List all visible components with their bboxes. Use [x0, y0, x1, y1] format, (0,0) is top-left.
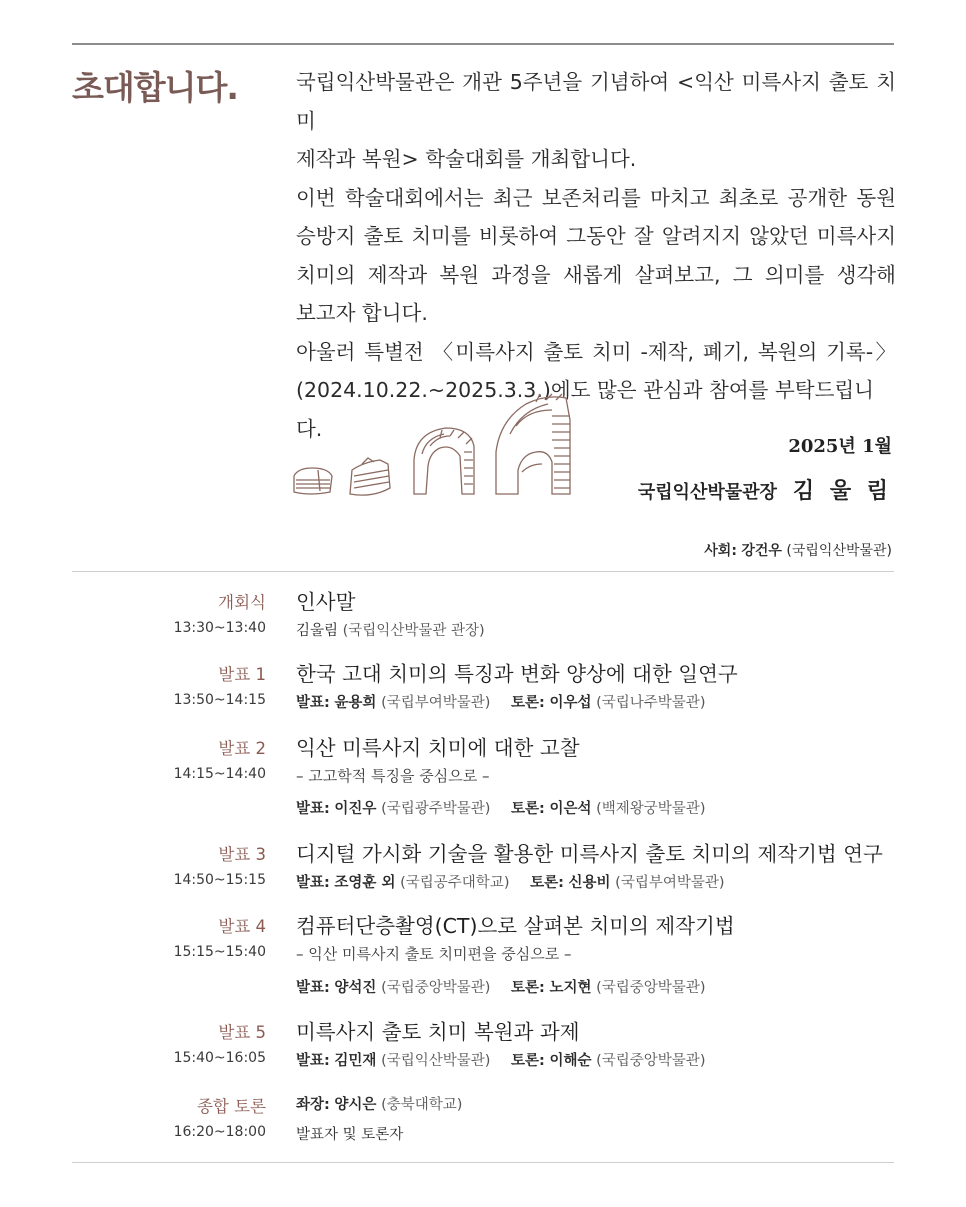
presenter-name: 윤용희	[334, 695, 377, 711]
session-label: 발표 1	[218, 665, 266, 684]
top-rule	[72, 43, 894, 45]
discussant-name: 이은석	[549, 801, 592, 817]
presenter-role: 발표:	[296, 980, 330, 996]
session-time: 15:15~15:40	[173, 944, 266, 960]
chair-affiliation: (충북대학교)	[381, 1097, 463, 1113]
divider	[72, 571, 894, 572]
chimi-fragment-4	[496, 394, 570, 494]
discussant-role: 토론:	[511, 1053, 545, 1069]
speaker-name: 김울림	[296, 623, 339, 639]
session-subtitle: – 고고학적 특징을 중심으로 –	[296, 767, 490, 785]
discussant-affiliation: (국립중앙박물관)	[596, 980, 706, 996]
intro-line: 보고자 합니다.	[296, 301, 428, 325]
session-label: 발표 5	[218, 1023, 266, 1042]
presenter-affiliation: (국립중앙박물관)	[381, 980, 491, 996]
session-title: 미륵사지 출토 치미 복원과 과제	[296, 1020, 580, 1044]
discussant-affiliation: (국립나주박물관)	[596, 695, 706, 711]
session-label: 개회식	[218, 593, 266, 612]
chimi-fragment-3	[414, 428, 474, 494]
session-participants: 발표자 및 토론자	[296, 1127, 404, 1143]
invitation-heading: 초대합니다.	[72, 68, 238, 107]
discussant-affiliation: (국립부여박물관)	[615, 875, 725, 891]
host-label: 사회:	[704, 543, 737, 559]
session-time: 13:30~13:40	[173, 620, 266, 636]
presenter-role: 발표:	[296, 695, 330, 711]
session-time: 14:15~14:40	[173, 766, 266, 782]
discussant-name: 신용비	[568, 875, 611, 891]
discussant-role: 토론:	[511, 695, 545, 711]
intro-line: 제작과 복원> 학술대회를 개최합니다.	[296, 147, 637, 171]
intro-line: (2024.10.22.~2025.3.3.)에도 많은 관심과 참여를 부탁드립니다.	[296, 378, 874, 441]
session-title: 디지털 가시화 기술을 활용한 미륵사지 출토 치미의 제작기법 연구	[296, 842, 883, 866]
session-people	[296, 619, 485, 640]
session-time: 14:50~15:15	[173, 872, 266, 888]
session-title: 컴퓨터단층촬영(CT)으로 살펴본 치미의 제작기법	[296, 914, 735, 938]
presenter-name: 이진우	[334, 801, 377, 817]
bottom-rule	[72, 1162, 894, 1163]
session-time: 13:50~14:15	[173, 692, 266, 708]
chair-role: 좌장:	[296, 1097, 330, 1113]
host-line	[704, 540, 892, 560]
speaker-affiliation: (국립익산박물관 관장)	[342, 623, 485, 639]
discussant-role: 토론:	[530, 875, 564, 891]
discussant-name: 이우섭	[549, 695, 592, 711]
signature	[638, 474, 892, 505]
discussant-role: 토론:	[511, 980, 545, 996]
presenter-affiliation: (국립광주박물관)	[381, 801, 491, 817]
session-people	[296, 1049, 705, 1070]
presenter-affiliation: (국립부여박물관)	[381, 695, 491, 711]
session-time: 15:40~16:05	[173, 1050, 266, 1066]
session-title: 한국 고대 치미의 특징과 변화 양상에 대한 일연구	[296, 662, 738, 686]
presenter-role: 발표:	[296, 1053, 330, 1069]
discussant-name: 이해순	[549, 1053, 592, 1069]
session-label: 종합 토론	[196, 1097, 266, 1116]
chair-name: 양시은	[334, 1097, 377, 1113]
discussant-affiliation: (백제왕궁박물관)	[596, 801, 706, 817]
date: 2025년 1월	[788, 436, 892, 457]
intro-line: 아울러 특별전 〈미륵사지 출토 치미 -제작, 폐기, 복원의 기록-〉	[296, 339, 896, 364]
discussant-affiliation: (국립중앙박물관)	[596, 1053, 706, 1069]
discussant-name: 노지현	[549, 980, 592, 996]
host-affiliation: (국립익산박물관)	[786, 543, 892, 559]
session-label: 발표 2	[218, 739, 266, 758]
presenter-role: 발표:	[296, 801, 330, 817]
signature-title: 국립익산박물관장	[637, 482, 777, 503]
session-title: 익산 미륵사지 치미에 대한 고찰	[296, 736, 580, 760]
chimi-fragment-2	[350, 458, 390, 495]
session-people	[296, 976, 705, 997]
presenter-name: 조영훈 외	[334, 875, 396, 891]
session-people	[296, 691, 705, 712]
discussant-role: 토론:	[511, 801, 545, 817]
session-people	[296, 797, 705, 818]
session-title: 인사말	[296, 590, 356, 614]
presenter-name: 양석진	[334, 980, 377, 996]
presenter-affiliation: (국립공주대학교)	[400, 875, 510, 891]
chimi-fragment-1	[294, 468, 332, 494]
presenter-name: 김민재	[334, 1053, 377, 1069]
presenter-role: 발표:	[296, 875, 330, 891]
session-label: 발표 4	[218, 917, 266, 936]
chimi-fragment-illustration	[290, 390, 580, 502]
intro-line: 치미의 제작과 복원 과정을 새롭게 살펴보고, 그 의미를 생각해	[296, 262, 896, 287]
session-time: 16:20~18:00	[173, 1124, 266, 1140]
signature-name: 김 울 림	[792, 479, 892, 504]
session-people	[296, 871, 725, 892]
intro-line: 승방지 출토 치미를 비롯하여 그동안 잘 알려지지 않았던 미륵사지	[296, 224, 896, 248]
session-label: 발표 3	[218, 845, 266, 864]
presenter-affiliation: (국립익산박물관)	[381, 1053, 491, 1069]
host-name: 강건우	[741, 543, 782, 559]
session-subtitle: – 익산 미륵사지 출토 치미편을 중심으로 –	[296, 945, 572, 963]
session-chair	[296, 1093, 462, 1114]
intro-line: 이번 학술대회에서는 최근 보존처리를 마치고 최초로 공개한 동원	[296, 185, 896, 210]
intro-line: 국립익산박물관은 개관 5주년을 기념하여 <익산 미륵사지 출토 치미	[296, 70, 896, 133]
